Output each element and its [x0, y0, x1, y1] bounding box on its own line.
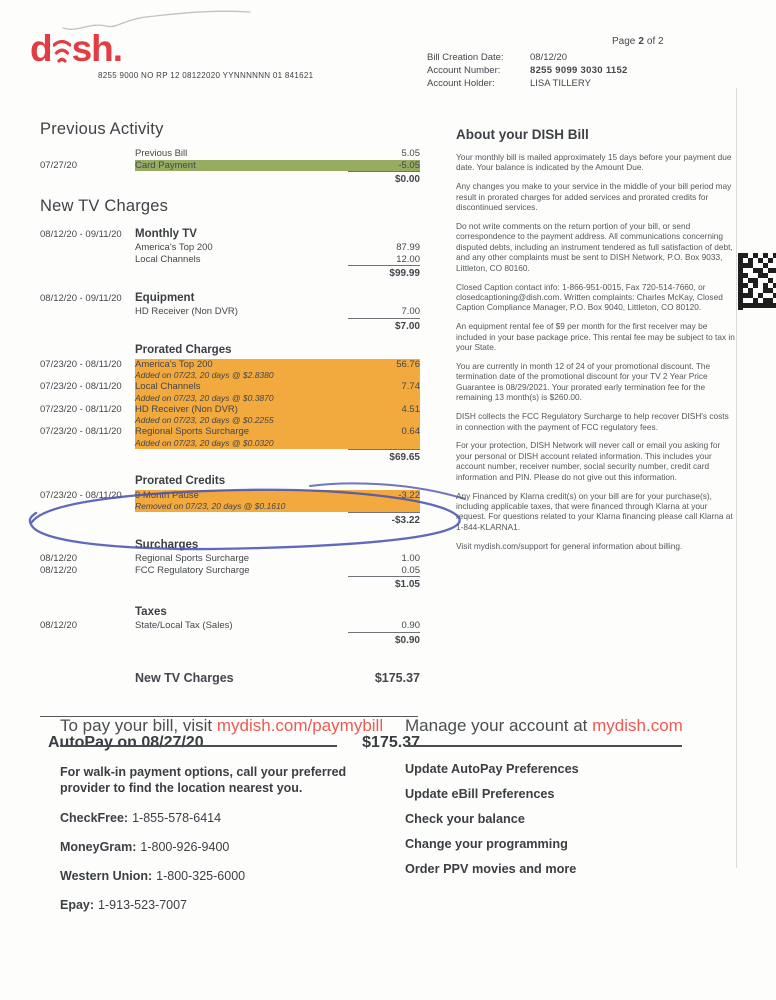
orange-highlight: HD Receiver (Non DVR) 4.51 Added on 07/23, 20 days @ $0.2255: [135, 403, 420, 425]
equipment-header: [40, 293, 420, 305]
card-payment-label: Card Payment: [135, 159, 196, 171]
surcharges-title: Surcharges: [135, 538, 199, 551]
equipment-total: $7.00: [348, 318, 420, 333]
page-indicator: Page 2 of 2: [612, 36, 664, 47]
proration-detail: Added on 07/23, 20 days @ $2.8380: [135, 370, 274, 380]
about-paragraph: Any changes you make to your service in the middle of your bill period may result in prorated charges for added services and prorated credits for discontinued services.: [456, 181, 732, 213]
new-tv-charges-total-row: [40, 673, 420, 685]
about-paragraph: Any Financed by Klarna credit(s) on your bill are for your purchase(s), including applicable taxes, that were financed through Klarna at your request. For questions related to your Klarna financing please call Klarna at 1-844-KLARNA1.: [456, 490, 733, 532]
taxes-total: $0.90: [348, 632, 420, 647]
prorated-credits-header: [40, 476, 420, 488]
previous-bill-amount: 5.05: [401, 148, 420, 159]
taxes-header: [40, 607, 420, 619]
prorated-credits-total: -$3.22: [348, 512, 420, 527]
charge-row: 07/23/20 - 08/11/20 America's Top 200 56.76 Added on 07/23, 20 days @ $2.8380: [40, 358, 420, 380]
charge-row: Local Channels 12.00: [135, 253, 420, 265]
surcharges-header: [40, 540, 420, 552]
charge-row: 08/12/20 FCC Regulatory Surcharge 0.05: [40, 564, 420, 576]
about-paragraph: Your monthly bill is mailed approximately 15 days before your payment due date. Your balance is indicated by the Amount Due.: [456, 152, 732, 173]
proration-detail: Removed on 07/23, 20 days @ $0.1610: [135, 501, 286, 511]
manage-link-item: Order PPV movies and more: [405, 862, 577, 876]
previous-activity-total-row: [40, 171, 420, 186]
charge-row: 08/12/20 State/Local Tax (Sales) 0.90: [40, 620, 420, 631]
provider-name: Epay:: [60, 898, 95, 912]
charge-row: 07/23/20 - 08/11/20 HD Receiver (Non DVR) 4.51 Added on 07/23, 20 days @ $0.2255: [40, 403, 420, 425]
dish-logo: [30, 28, 123, 69]
divider-line: [60, 745, 337, 747]
manage-heading: Manage your account at mydish.com: [405, 716, 683, 735]
account-number-row: [427, 64, 628, 77]
charges-column: [40, 120, 420, 752]
autopay-label: AutoPay on 08/27/20: [48, 733, 204, 751]
monthly-tv-total: $99.99: [348, 265, 420, 280]
charge-row: 07/23/20 - 08/11/20 Regional Sports Surcharge 0.64 Added on 07/23, 20 days @ $0.0320: [40, 426, 420, 448]
orange-highlight: Regional Sports Surcharge 0.64 Added on 07/23, 20 days @ $0.0320: [135, 426, 420, 448]
monthly-tv-total-row: [40, 265, 420, 280]
account-holder-row: [427, 77, 628, 90]
charge-row: 08/12/20 Regional Sports Surcharge 1.00: [40, 553, 420, 564]
about-paragraph: DISH collects the FCC Regulatory Surcharge to help recover DISH's costs in connection with the payment of FCC regulatory fees.: [456, 411, 729, 432]
manage-link-item: Update AutoPay Preferences: [405, 762, 579, 776]
surcharges-total-row: [40, 576, 420, 591]
monthly-tv-title: Monthly TV: [135, 227, 197, 240]
provider-name: CheckFree:: [60, 811, 129, 825]
about-paragraph: Closed Caption contact info: 1-866-951-0015, Fax 720-514-7660, or closedcaptioning@dish.com. Written complaints: Charles McKay, Closed Caption Compliance Manager, P.O. Box 9040, Littleton, CO 80120.: [456, 281, 723, 313]
proration-detail: Added on 07/23, 20 days @ $0.2255: [135, 415, 274, 425]
previous-bill-row: [40, 148, 420, 160]
bill-creation-date-row: [427, 51, 628, 64]
manage-link-item: Change your programming: [405, 837, 568, 851]
provider-row: [60, 840, 395, 854]
taxes-title: Taxes: [135, 605, 167, 618]
about-title: About your DISH Bill: [456, 127, 589, 142]
prorated-charges-header: [40, 345, 420, 357]
taxes-section: [40, 607, 420, 647]
prorated-credits-total-row: [40, 512, 420, 527]
provider-name: MoneyGram:: [60, 840, 137, 854]
card-payment-amount: -5.05: [398, 159, 420, 171]
billing-code-line: 8255 9000 NO RP 12 08122020 YYNNNNNN 01 841621: [98, 71, 314, 80]
provider-phone: 1-800-325-6000: [156, 869, 246, 883]
new-tv-charges-total-amount: $175.37: [374, 671, 420, 685]
mydish-link: mydish.com: [592, 716, 683, 735]
surcharges-total: $1.05: [348, 576, 420, 591]
prorated-charges-total: $69.65: [348, 449, 420, 464]
provider-row: [60, 811, 395, 825]
manage-link-item: Check your balance: [405, 812, 525, 826]
prorated-charges-title: Prorated Charges: [135, 344, 232, 356]
divider-line: [405, 745, 682, 747]
card-payment-row: [40, 160, 420, 172]
charge-row: 07/23/20 - 08/11/20 Local Channels 7.74 Added on 07/23, 20 days @ $0.3870: [40, 381, 420, 403]
prorated-charges-section: [40, 345, 420, 463]
previous-activity-total: $0.00: [348, 171, 420, 186]
walkin-text: For walk-in payment options, call your preferred provider to find the location nearest you.: [60, 765, 347, 795]
manage-account-block: [405, 716, 705, 887]
orange-highlight: 9 Month Pause -3.22 Removed on 07/23, 20 days @ $0.1610: [135, 489, 420, 511]
orange-highlight: Local Channels 7.74 Added on 07/23, 20 days @ $0.3870: [135, 381, 420, 403]
surcharges-section: [40, 540, 420, 591]
dish-signal-icon: [53, 38, 71, 64]
account-info: [427, 51, 628, 90]
bill-creation-date-label: Bill Creation Date:: [427, 52, 504, 63]
card-payment-date: 07/27/20: [40, 159, 77, 171]
about-paragraph: Visit mydish.com/support for general information about billing.: [456, 540, 683, 551]
account-number-value: 8255 9099 3030 1152: [530, 65, 628, 76]
charge-row: America's Top 200 87.99: [135, 242, 420, 253]
about-paragraph: You are currently in month 12 of 24 of your promotional discount. The termination date of the promotional discount for your TV 2 Year Price Guarantee is 08/29/2021. Your prorated early termination fee for the remaining 13 month(s) is $260.00.: [456, 361, 711, 403]
manage-link-item: Update eBill Preferences: [405, 787, 555, 801]
account-holder-label: Account Holder:: [427, 78, 495, 89]
previous-activity-title: Previous Activity: [40, 120, 164, 138]
equipment-total-row: [40, 318, 420, 333]
equipment-date-range: 08/12/20 - 09/11/20: [40, 292, 122, 304]
datamatrix-barcode: [738, 253, 776, 310]
about-paragraph: Do not write comments on the return portion of your bill, or send correspondence to the payment address. All communications concerning disputed debts, including an instrument tendered as full satisfaction of debt, and any other complaints must be sent to DISH Network, P.O. Box 9033, Littleton, CO 80160.: [456, 221, 733, 273]
dish-logo-d: d: [30, 28, 52, 69]
about-paragraph: An equipment rental fee of $9 per month for the first receiver may be included in your base package price. This rental fee may be subject to tax in your State.: [456, 321, 735, 353]
monthly-tv-date-range: 08/12/20 - 09/11/20: [40, 228, 122, 240]
account-holder-value: LISA TILLERY: [530, 78, 591, 89]
equipment-title: Equipment: [135, 291, 195, 304]
green-highlight: [135, 160, 420, 172]
orange-highlight: America's Top 200 56.76 Added on 07/23, 20 days @ $2.8380: [135, 358, 420, 380]
about-paragraph: For your protection, DISH Network will never call or email you asking for your personal or DISH account related information. This includes your account number, receiver number, social security number, credit card information and PIN. Please do not give out this information.: [456, 440, 721, 482]
previous-bill-label: Previous Bill: [135, 148, 188, 159]
account-number-label: Account Number:: [427, 65, 501, 76]
monthly-tv-section: [40, 229, 420, 280]
provider-row: [60, 898, 395, 912]
new-tv-charges-title: New TV Charges: [40, 196, 169, 215]
paymybill-link: mydish.com/paymybill: [216, 716, 384, 735]
taxes-total-row: [40, 632, 420, 647]
autopay-amount: $175.37: [362, 733, 420, 751]
new-tv-charges-total-label: New TV Charges: [135, 671, 234, 685]
about-dish-bill: [456, 127, 737, 560]
provider-phone: 1-913-523-7007: [98, 898, 188, 912]
pay-your-bill-block: [60, 716, 395, 912]
prorated-charges-total-row: [40, 449, 420, 464]
proration-detail: Added on 07/23, 20 days @ $0.3870: [135, 392, 274, 403]
bill-creation-date-value: 08/12/20: [530, 52, 567, 63]
page-number: 2: [638, 36, 644, 47]
provider-phone: 1-800-926-9400: [140, 840, 230, 854]
manage-links: [405, 762, 705, 876]
prorated-credits-title: Prorated Credits: [135, 475, 226, 487]
equipment-section: [40, 293, 420, 333]
provider-name: Western Union:: [60, 869, 153, 883]
provider-phone: 1-855-578-6414: [132, 811, 222, 825]
pay-heading: To pay your bill, visit mydish.com/paymybill: [60, 716, 384, 735]
dish-logo-sh: sh.: [71, 28, 123, 69]
charge-row: HD Receiver (Non DVR) 7.00: [135, 306, 420, 317]
charge-row: 07/23/20 - 08/11/20 9 Month Pause -3.22 Removed on 07/23, 20 days @ $0.1610: [40, 489, 420, 511]
proration-detail: Added on 07/23, 20 days @ $0.0320: [135, 437, 274, 448]
provider-row: [60, 869, 395, 883]
prorated-credits-section: [40, 476, 420, 527]
monthly-tv-header: [40, 229, 420, 241]
